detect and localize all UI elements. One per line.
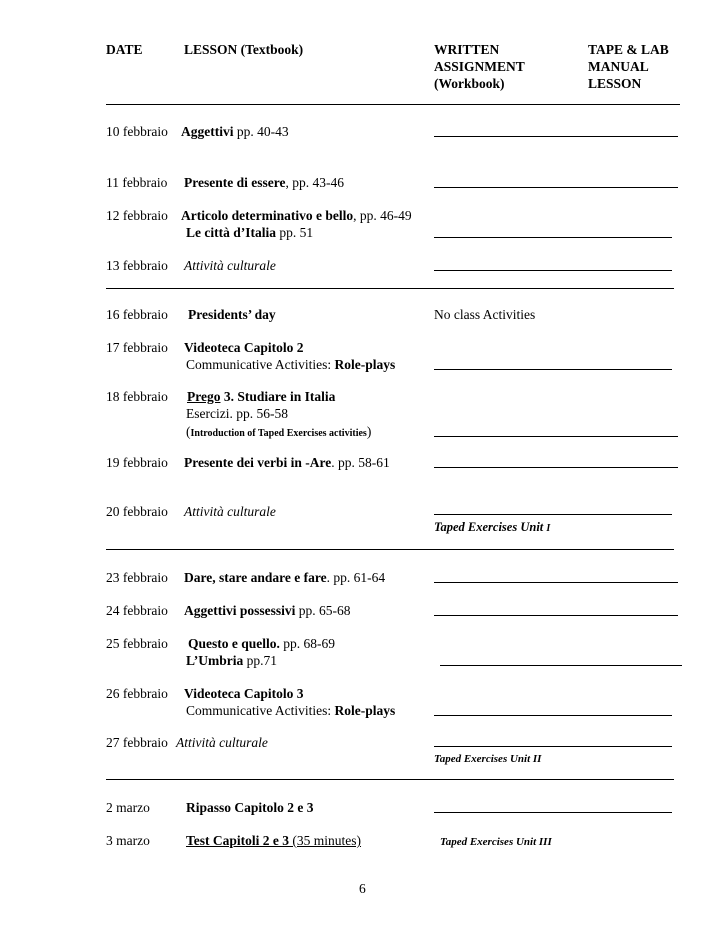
header-tape-2: MANUAL (588, 59, 649, 74)
list-item-date: 23 febbraio (106, 570, 168, 585)
list-item-date: 16 febbraio (106, 307, 168, 322)
list-item-lesson: Attività culturale (176, 735, 268, 750)
written-blank (434, 270, 672, 271)
week-divider (106, 549, 674, 550)
header-divider (106, 104, 680, 105)
header-tape-1: TAPE & LAB (588, 42, 669, 57)
list-item-date: 10 febbraio (106, 124, 168, 139)
list-item-date: 11 febbraio (106, 175, 168, 190)
list-item-lesson: Presente dei verbi in -Are. pp. 58-61 (184, 455, 390, 470)
list-item-date: 25 febbraio (106, 636, 168, 651)
written-blank (434, 746, 672, 747)
list-item-lesson: Prego 3. Studiare in Italia (187, 389, 336, 404)
week-divider (106, 779, 674, 780)
list-item-lesson: Articolo determinativo e bello, pp. 46-49 (181, 208, 412, 223)
list-item-date: 24 febbraio (106, 603, 168, 618)
list-item-lesson-line2: Le città d’Italia pp. 51 (186, 225, 314, 240)
list-item-date: 26 febbraio (106, 686, 168, 701)
list-item-lesson: Aggettivi pp. 40-43 (181, 124, 289, 139)
written-blank (434, 615, 678, 616)
list-item-lesson: Questo e quello. pp. 68-69 (188, 636, 336, 651)
list-item-lesson: Presente di essere, pp. 43-46 (184, 175, 344, 190)
written-blank (440, 665, 682, 666)
header-tape-3: LESSON (588, 76, 642, 91)
tape-assignment: Taped Exercises Unit III (440, 836, 552, 848)
list-item-lesson: Presidents’ day (188, 307, 276, 322)
header-lesson: LESSON (Textbook) (184, 42, 304, 57)
header-written-2: ASSIGNMENT (434, 59, 525, 74)
header-written-1: WRITTEN (434, 42, 500, 57)
list-item-date: 12 febbraio (106, 208, 168, 223)
written-blank (434, 369, 672, 370)
written-blank (434, 582, 678, 583)
list-item-date: 27 febbraio (106, 735, 168, 750)
list-item-lesson: Aggettivi possessivi pp. 65-68 (184, 603, 351, 618)
list-item-lesson-line3: (Introduction of Taped Exercises activities) (186, 424, 372, 439)
list-item-date: 17 febbraio (106, 340, 168, 355)
written-blank (434, 187, 678, 188)
list-item-lesson: Videoteca Capitolo 3 (184, 686, 304, 701)
list-item-date: 3 marzo (106, 833, 150, 848)
written-blank (434, 436, 678, 437)
list-item-date: 20 febbraio (106, 504, 168, 519)
list-item-date: 19 febbraio (106, 455, 168, 470)
list-item-lesson: Attività culturale (184, 504, 276, 519)
written-blank (434, 514, 672, 515)
written-blank (434, 136, 678, 137)
list-item-date: 18 febbraio (106, 389, 168, 404)
prego-link: Prego (187, 389, 221, 404)
list-item-lesson-line2: Communicative Activities: Role-plays (186, 703, 396, 718)
written-blank (434, 237, 672, 238)
list-item-lesson: Dare, stare andare e fare. pp. 61-64 (184, 570, 386, 585)
list-item-date: 13 febbraio (106, 258, 168, 273)
list-item-lesson-line2: L’Umbria pp.71 (186, 653, 278, 668)
list-item-date: 2 marzo (106, 800, 150, 815)
list-item-lesson-line2: Communicative Activities: Role-plays (186, 357, 396, 372)
list-item-lesson: Attività culturale (184, 258, 276, 273)
written-blank (434, 812, 672, 813)
list-item-lesson-line2: Esercizi. pp. 56-58 (186, 406, 288, 421)
tape-assignment: Taped Exercises Unit II (434, 753, 542, 765)
header-date: DATE (106, 42, 143, 57)
written-blank (434, 715, 672, 716)
written-assignment: No class Activities (434, 307, 536, 322)
list-item-lesson: Test Capitoli 2 e 3 (35 minutes) (186, 833, 362, 848)
list-item-lesson: Videoteca Capitolo 2 (184, 340, 304, 355)
list-item-lesson: Ripasso Capitolo 2 e 3 (186, 800, 314, 815)
written-blank (434, 467, 678, 468)
page-number: 6 (359, 881, 366, 896)
week-divider (106, 288, 674, 289)
header-written-3: (Workbook) (434, 76, 505, 91)
tape-assignment: Taped Exercises Unit I (434, 520, 551, 534)
